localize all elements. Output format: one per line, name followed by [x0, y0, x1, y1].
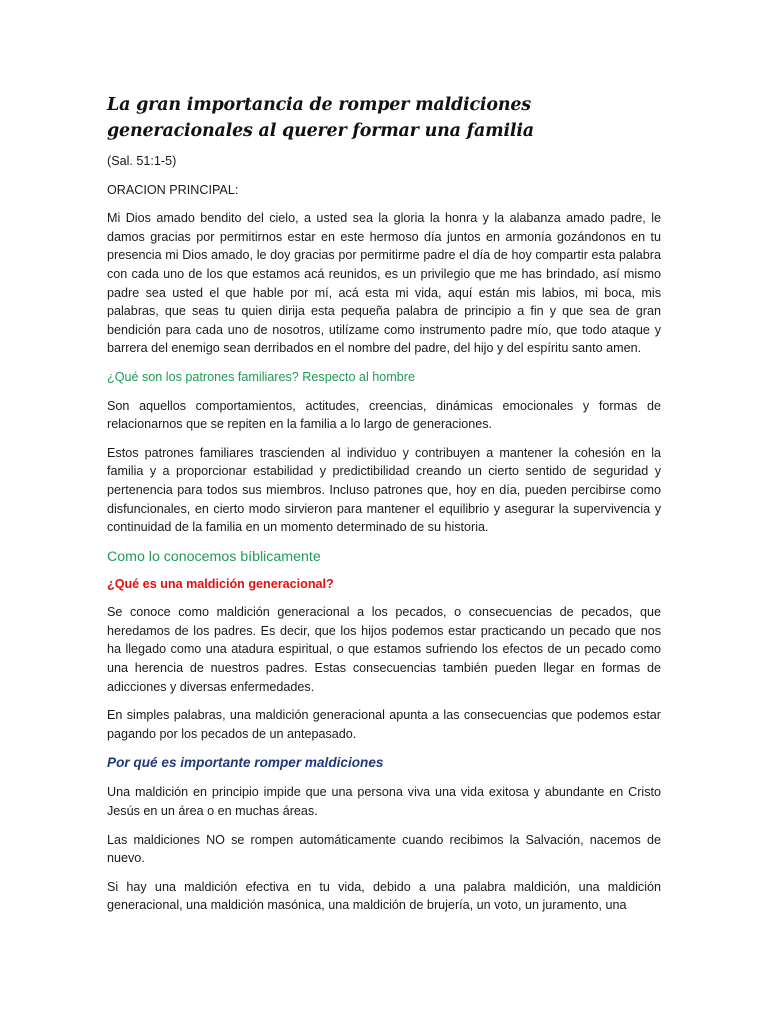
patrones-paragraph-2: Estos patrones familiares trascienden al individuo y contribuyen a mantener la cohesión en la familia y a proporcionar estabilidad y predictibilidad creando un cierto sentido de seguridad y pertenencia para todos sus miembros. Incluso patrones que, hoy en día, pueden percibirse como disfuncionales, en cierto modo sirvieron para mantener el equilibrio y asegurar la supervivencia y continuidad de la familia en un momento determinado de su historia.	[107, 445, 661, 535]
section-heading-maldicion: ¿Qué es una maldición generacional?	[107, 576, 334, 591]
prayer-paragraph: Mi Dios amado bendito del cielo, a usted sea la gloria la honra y la alabanza amado padre, le damos gracias por permitirnos estar en este hermoso día juntos en armonía gozándonos en tu presencia mi Dios amado, le doy gracias por permitirme padre el día de hoy compartir esta palabra con cada uno de los que estamos acá reunidos, es un privilegio que me has brindado, así mismo padre sea usted el que hable por mí, acá esta mi vida, aquí están mis labios, mi boca, mis palabras, que seas tu quien dirija esta pequeña palabra de principio a fin y que sea de gran bendición para cada uno de nosotros, utilízame como instrumento padre mío, que todo ataque y barrera del enemigo sean derribados en el nombre del padre, del hijo y del espíritu santo amen.	[107, 211, 661, 356]
importante-paragraph-2: Las maldiciones NO se rompen automáticamente cuando recibimos la Salvación, nacemos de nuevo.	[107, 832, 661, 866]
document-page	[107, 92, 661, 925]
scripture-reference: (Sal. 51:1-5)	[107, 154, 177, 168]
maldicion-paragraph-1: Se conoce como maldición generacional a los pecados, o consecuencias de pecados, que heredamos de los padres. Es decir, que los hijos podemos estar practicando un pecado que nos ha llegado como una atadura espiritual, o que estamos sufriendo los efectos de un pecado como una herencia de nuestros padres. Estas consecuencias también pueden llegar en formas de adicciones y diversas enfermedades.	[107, 605, 661, 694]
prayer-heading: ORACION PRINCIPAL:	[107, 182, 239, 197]
document-title: La gran importancia de romper maldiciones generacionales al querer formar una familia	[107, 95, 534, 141]
importante-paragraph-3: Si hay una maldición efectiva en tu vida, debido a una palabra maldición, una maldición generacional, una maldición masónica, una maldición de brujería, un voto, un juramento, una	[107, 879, 661, 913]
patrones-paragraph-1: Son aquellos comportamientos, actitudes, creencias, dinámicas emocionales y formas de relacionarnos que se repiten en la familia a lo largo de generaciones.	[107, 398, 661, 432]
section-heading-patrones: ¿Qué son los patrones familiares? Respecto al hombre	[107, 369, 415, 384]
section-heading-importante: Por qué es importante romper maldiciones	[107, 755, 384, 771]
section-heading-biblicamente: Como lo conocemos bíblicamente	[107, 548, 321, 565]
importante-paragraph-1: Una maldición en principio impide que una persona viva una vida exitosa y abundante en Cristo Jesús en un área o en muchas áreas.	[107, 785, 661, 819]
maldicion-paragraph-2: En simples palabras, una maldición generacional apunta a las consecuencias que podemos estar pagando por los pecados de un antepasado.	[107, 708, 661, 741]
